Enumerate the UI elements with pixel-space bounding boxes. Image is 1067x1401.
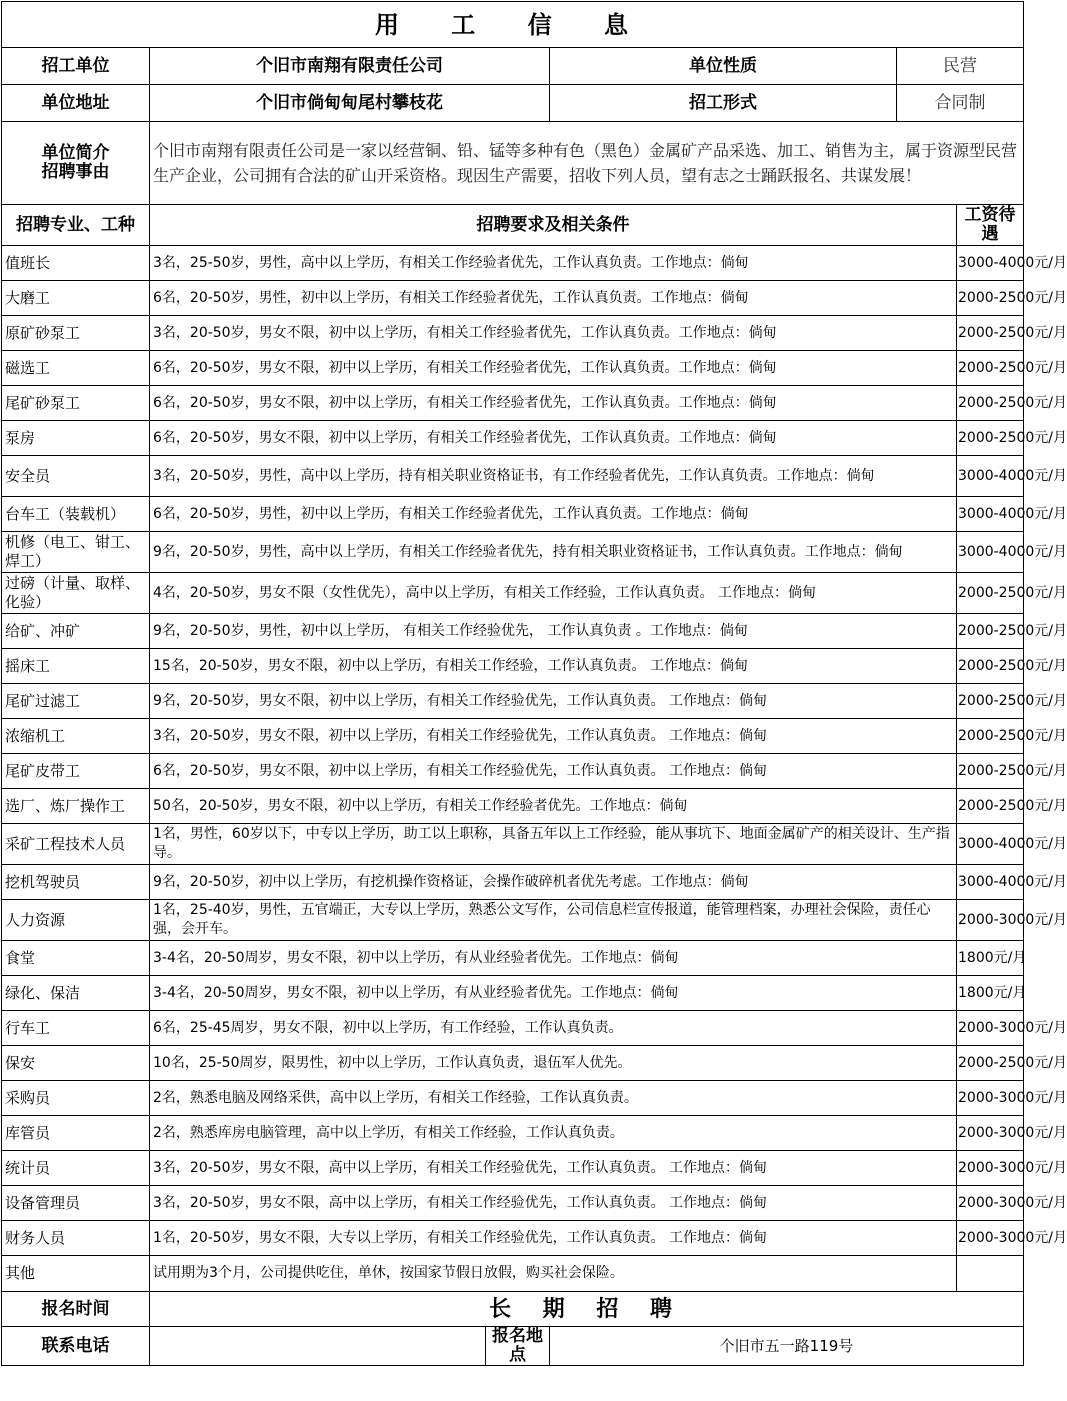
job-salary: 2000-2500元/月 (957, 649, 1024, 684)
intro-text: 个旧市南翔有限责任公司是一家以经营铜、铅、锰等多种有色（黑色）金属矿产品采选、加工、销售为主，属于资源型民营生产企业，公司拥有合法的矿山开采资格。现因生产需要，招收下列人员，望有志之士踊跃报名、共谋发展！ (150, 122, 1024, 205)
job-salary: 2000-2500元/月 (957, 421, 1024, 456)
company-label: 招工单位 (2, 48, 150, 85)
job-requirements: 3名，20-50岁，男女不限，初中以上学历，有相关工作经验优先，工作认真负责。 工作地点：倘甸 (150, 719, 957, 754)
job-requirements: 3-4名，20-50周岁，男女不限，初中以上学历，有从业经验者优先。工作地点：倘甸 (150, 976, 957, 1011)
job-salary: 3000-4000元/月 (957, 824, 1024, 865)
company-value: 个旧市南翔有限责任公司 (150, 48, 550, 85)
table-row (2, 281, 1024, 316)
job-name: 保安 (2, 1046, 150, 1081)
table-row (2, 456, 1024, 497)
table-row (2, 1151, 1024, 1186)
nature-value: 民营 (897, 48, 1024, 85)
table-row (2, 1046, 1024, 1081)
table-row (2, 1186, 1024, 1221)
job-requirements: 6名，20-50岁，男女不限，初中以上学历，有相关工作经验者优先，工作认真负责。工作地点：倘甸 (150, 351, 957, 386)
job-requirements: 10名，25-50周岁，限男性，初中以上学历，工作认真负责，退伍军人优先。 (150, 1046, 957, 1081)
column-header-requirements: 招聘要求及相关条件 (150, 205, 957, 246)
job-name: 磁选工 (2, 351, 150, 386)
job-requirements: 6名，25-45周岁，男女不限，初中以上学历，有工作经验，工作认真负责。 (150, 1011, 957, 1046)
form-value: 合同制 (897, 85, 1024, 122)
job-name: 尾矿过滤工 (2, 684, 150, 719)
job-requirements: 6名，20-50岁，男性，初中以上学历，有相关工作经验者优先，工作认真负责。工作地点：倘甸 (150, 281, 957, 316)
job-salary: 2000-3000元/月 (957, 1151, 1024, 1186)
job-name: 绿化、保洁 (2, 976, 150, 1011)
address-label: 单位地址 (2, 85, 150, 122)
job-name: 给矿、冲矿 (2, 614, 150, 649)
form-label: 招工形式 (550, 85, 897, 122)
job-salary: 2000-3000元/月 (957, 900, 1024, 941)
table-row (2, 316, 1024, 351)
job-salary: 3000-4000元/月 (957, 865, 1024, 900)
nature-label: 单位性质 (550, 48, 897, 85)
job-list (2, 246, 1067, 1256)
job-salary: 2000-2500元/月 (957, 386, 1024, 421)
job-requirements: 9名，20-50岁，男女不限，初中以上学历，有相关工作经验优先，工作认真负责。 工作地点：倘甸 (150, 684, 957, 719)
job-name: 浓缩机工 (2, 719, 150, 754)
job-name: 安全员 (2, 456, 150, 497)
job-salary: 3000-4000元/月 (957, 456, 1024, 497)
table-row (2, 421, 1024, 456)
table-row (2, 497, 1024, 532)
job-salary: 2000-2500元/月 (957, 719, 1024, 754)
job-name: 挖机驾驶员 (2, 865, 150, 900)
table-row (2, 386, 1024, 421)
table-row (2, 754, 1024, 789)
job-name: 行车工 (2, 1011, 150, 1046)
job-salary: 2000-2500元/月 (957, 351, 1024, 386)
table-row (2, 532, 1024, 573)
job-requirements: 3名，20-50岁，男性，高中以上学历，持有相关职业资格证书，有工作经验者优先，工作认真负责。工作地点：倘甸 (150, 456, 957, 497)
signup-time-value: 长 期 招 聘 (150, 1292, 1024, 1327)
table-row (2, 824, 1024, 865)
job-requirements: 6名，20-50岁，男性，初中以上学历，有相关工作经验者优先，工作认真负责。工作地点：倘甸 (150, 497, 957, 532)
job-requirements: 50名，20-50岁，男女不限，初中以上学历，有相关工作经验者优先。工作地点：倘甸 (150, 789, 957, 824)
intro-label-line-1: 单位简介 (41, 143, 110, 163)
job-requirements: 2名，熟悉电脑及网络采供，高中以上学历，有相关工作经验，工作认真负责。 (150, 1081, 957, 1116)
table-row (2, 573, 1024, 614)
job-name: 值班长 (2, 246, 150, 281)
job-name: 台车工（装载机） (2, 497, 150, 532)
job-name: 采购员 (2, 1081, 150, 1116)
phone-value (150, 1327, 486, 1366)
job-name: 财务人员 (2, 1221, 150, 1256)
job-salary: 2000-2500元/月 (957, 1046, 1024, 1081)
signup-time-label: 报名时间 (2, 1292, 150, 1327)
job-name: 食堂 (2, 941, 150, 976)
job-name: 库管员 (2, 1116, 150, 1151)
job-requirements: 6名，20-50岁，男女不限，初中以上学历，有相关工作经验者优先，工作认真负责。工作地点：倘甸 (150, 386, 957, 421)
job-name: 原矿砂泵工 (2, 316, 150, 351)
job-name: 机修（电工、钳工、焊工） (2, 532, 150, 573)
job-salary: 2000-2500元/月 (957, 754, 1024, 789)
column-header-job: 招聘专业、工种 (2, 205, 150, 246)
job-requirements: 3-4名，20-50周岁，男女不限，初中以上学历，有从业经验者优先。工作地点：倘甸 (150, 941, 957, 976)
job-name: 设备管理员 (2, 1186, 150, 1221)
job-salary: 2000-2500元/月 (957, 281, 1024, 316)
job-requirements: 4名，20-50岁，男女不限（女性优先），高中以上学历，有相关工作经验，工作认真负责。 工作地点：倘甸 (150, 573, 957, 614)
table-row (2, 246, 1024, 281)
page-title: 用 工 信 息 (2, 2, 1024, 48)
job-name: 泵房 (2, 421, 150, 456)
column-header-salary: 工资待遇 (957, 205, 1024, 246)
job-salary: 2000-3000元/月 (957, 1081, 1024, 1116)
job-requirements: 3名，20-50岁，男女不限，高中以上学历，有相关工作经验优先，工作认真负责。 工作地点：倘甸 (150, 1151, 957, 1186)
job-requirements: 2名，熟悉库房电脑管理，高中以上学历，有相关工作经验，工作认真负责。 (150, 1116, 957, 1151)
table-row (2, 976, 1024, 1011)
job-salary: 2000-3000元/月 (957, 1011, 1024, 1046)
job-salary: 2000-2500元/月 (957, 684, 1024, 719)
other-text: 试用期为3个月，公司提供吃住，单休，按国家节假日放假，购买社会保险。 (150, 1256, 957, 1292)
job-salary: 2000-2500元/月 (957, 614, 1024, 649)
table-row (2, 1011, 1024, 1046)
job-salary: 3000-4000元/月 (957, 532, 1024, 573)
job-name: 选厂、炼厂操作工 (2, 789, 150, 824)
job-requirements: 6名，20-50岁，男女不限，初中以上学历，有相关工作经验者优先，工作认真负责。工作地点：倘甸 (150, 421, 957, 456)
job-requirements: 1名，25-40岁，男性，五官端正，大专以上学历，熟悉公文写作，公司信息栏宣传报道，能管理档案，办理社会保险，责任心强，会开车。 (150, 900, 957, 941)
location-label: 报名地点 (486, 1327, 550, 1366)
job-name: 摇床工 (2, 649, 150, 684)
table-row (2, 614, 1024, 649)
other-salary-empty (957, 1256, 1024, 1292)
phone-label: 联系电话 (2, 1327, 150, 1366)
table-row (2, 941, 1024, 976)
job-requirements: 9名，20-50岁，男性，初中以上学历， 有相关工作经验优先， 工作认真负责 。工作地点：倘甸 (150, 614, 957, 649)
recruitment-table (1, 1, 1067, 1366)
job-requirements: 9名，20-50岁，男性，高中以上学历，有相关工作经验者优先，持有相关职业资格证书，工作认真负责。工作地点：倘甸 (150, 532, 957, 573)
intro-label (2, 122, 150, 205)
job-requirements: 3名，25-50岁，男性，高中以上学历，有相关工作经验者优先，工作认真负责。工作地点：倘甸 (150, 246, 957, 281)
table-row (2, 1116, 1024, 1151)
table-row (2, 1081, 1024, 1116)
location-value: 个旧市五一路119号 (550, 1327, 1024, 1366)
other-label: 其他 (2, 1256, 150, 1292)
job-name: 人力资源 (2, 900, 150, 941)
table-row (2, 900, 1024, 941)
table-row (2, 649, 1024, 684)
job-requirements: 6名，20-50岁，男女不限，初中以上学历，有相关工作经验优先，工作认真负责。 工作地点：倘甸 (150, 754, 957, 789)
job-requirements: 3名，20-50岁，男女不限，高中以上学历，有相关工作经验优先，工作认真负责。 工作地点：倘甸 (150, 1186, 957, 1221)
job-name: 采矿工程技术人员 (2, 824, 150, 865)
job-salary: 2000-2500元/月 (957, 573, 1024, 614)
job-requirements: 9名，20-50岁，初中以上学历，有挖机操作资格证，会操作破碎机者优先考虑。工作地点：倘甸 (150, 865, 957, 900)
table-row (2, 684, 1024, 719)
job-name: 过磅（计量、取样、化验） (2, 573, 150, 614)
table-row (2, 865, 1024, 900)
job-requirements: 1名，20-50岁，男女不限，大专以上学历，有相关工作经验优先，工作认真负责。 工作地点：倘甸 (150, 1221, 957, 1256)
job-salary: 3000-4000元/月 (957, 246, 1024, 281)
job-name: 大磨工 (2, 281, 150, 316)
job-salary: 2000-2500元/月 (957, 316, 1024, 351)
job-salary: 2000-2500元/月 (957, 789, 1024, 824)
table-row (2, 719, 1024, 754)
job-requirements: 1名，男性，60岁以下，中专以上学历，助工以上职称，具备五年以上工作经验，能从事坑下、地面金属矿产的相关设计、生产指导。 (150, 824, 957, 865)
job-name: 尾矿砂泵工 (2, 386, 150, 421)
job-name: 统计员 (2, 1151, 150, 1186)
job-salary: 2000-3000元/月 (957, 1116, 1024, 1151)
job-name: 尾矿皮带工 (2, 754, 150, 789)
address-value: 个旧市倘甸甸尾村攀枝花 (150, 85, 550, 122)
table-row (2, 1221, 1024, 1256)
job-requirements: 15名，20-50岁，男女不限，初中以上学历，有相关工作经验，工作认真负责。 工作地点：倘甸 (150, 649, 957, 684)
job-salary: 2000-3000元/月 (957, 1186, 1024, 1221)
table-row (2, 351, 1024, 386)
job-salary: 3000-4000元/月 (957, 497, 1024, 532)
table-row (2, 789, 1024, 824)
job-salary: 2000-3000元/月 (957, 1221, 1024, 1256)
job-requirements: 3名，20-50岁，男女不限，初中以上学历，有相关工作经验者优先，工作认真负责。工作地点：倘甸 (150, 316, 957, 351)
intro-label-line-2: 招聘事由 (41, 162, 110, 182)
job-salary: 1800元/月 (957, 976, 1024, 1011)
job-salary: 1800元/月 (957, 941, 1024, 976)
